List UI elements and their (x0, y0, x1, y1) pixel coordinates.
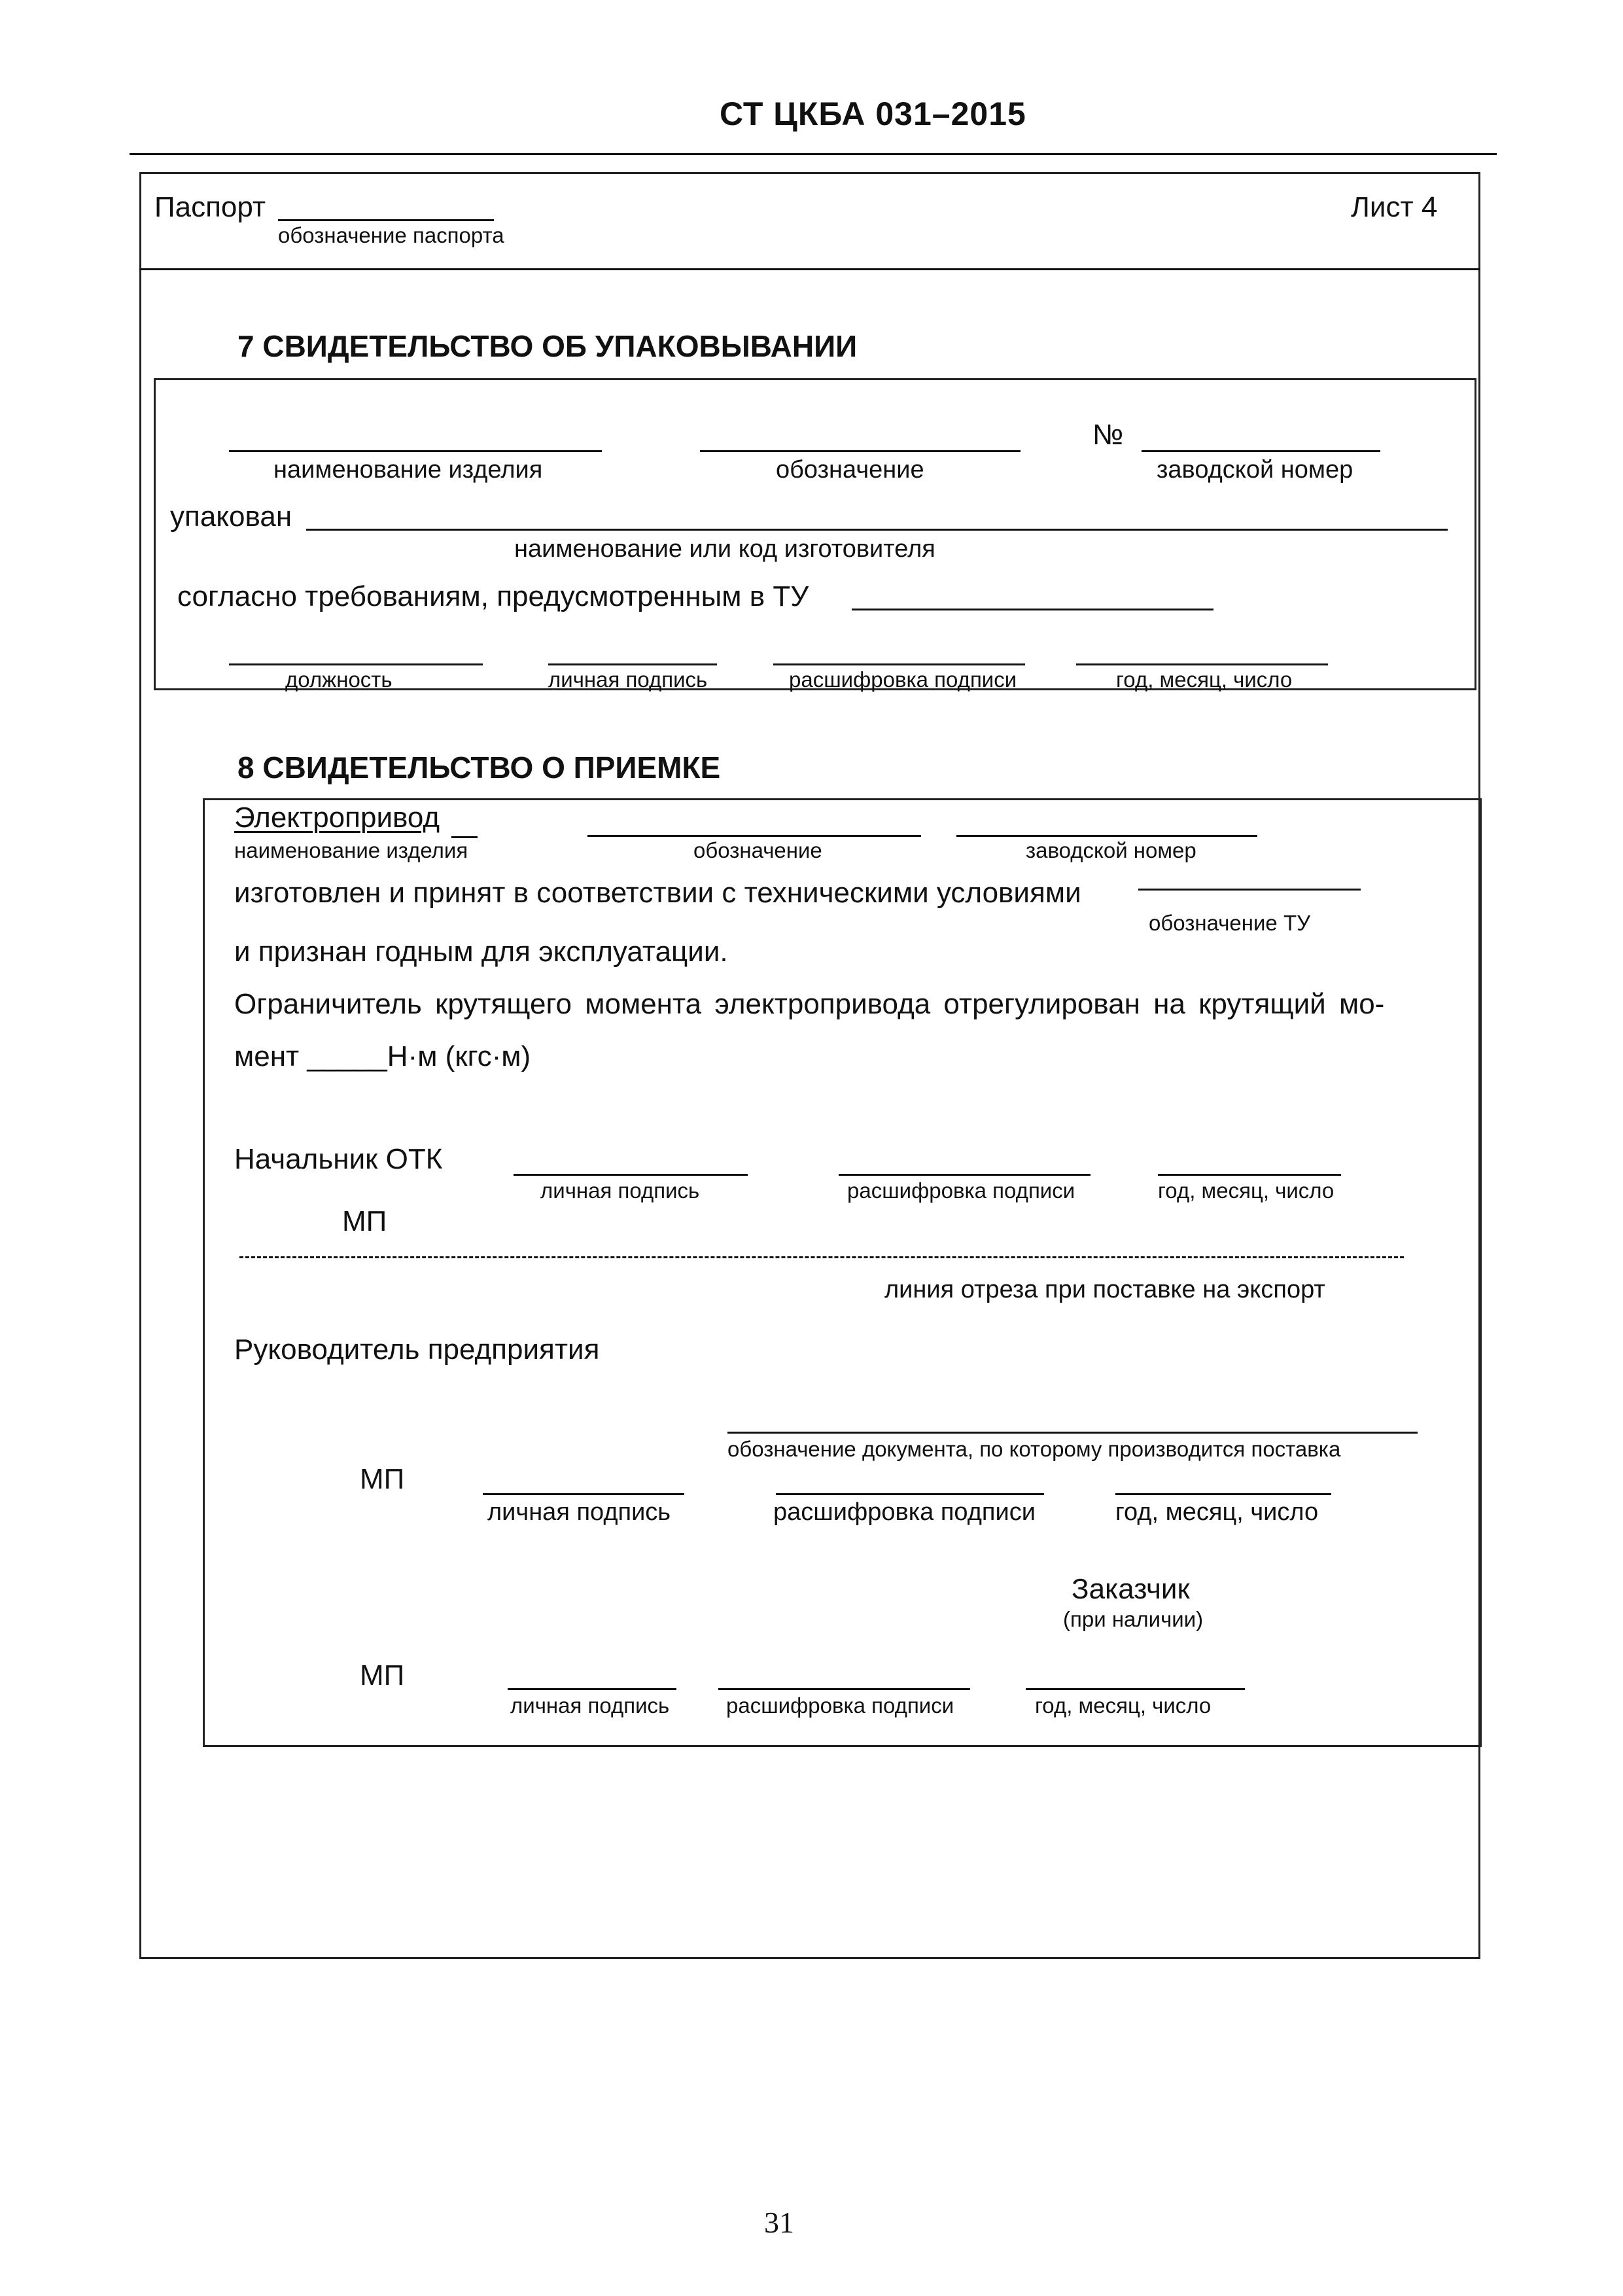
s8-cust-date-caption: год, месяц, число (1035, 1693, 1212, 1718)
s7-decoding-line[interactable] (773, 663, 1025, 665)
s8-dir-signature-line[interactable] (483, 1493, 684, 1495)
s8-document-caption: обозначение документа, по которому производится поставка (727, 1437, 1341, 1461)
s8-dir-decoding-caption: расшифровка подписи (773, 1498, 1036, 1526)
s8-customer-label: Заказчик (1072, 1573, 1190, 1605)
s8-director-label: Руководитель предприятия (234, 1333, 600, 1366)
s7-decoding-caption: расшифровка подписи (789, 667, 1017, 692)
header-rule (130, 153, 1497, 155)
s8-cust-signature-caption: личная подпись (510, 1693, 670, 1718)
sheet-label: Лист 4 (1351, 191, 1438, 223)
s8-moment-unit: Н·м (кгс·м) (387, 1040, 531, 1072)
section7-title: 7 СВИДЕТЕЛЬСТВО ОБ УПАКОВЫВАНИИ (237, 329, 858, 363)
s8-cust-signature-line[interactable] (508, 1688, 676, 1690)
s8-otk-signature-line[interactable] (514, 1174, 748, 1176)
s8-cust-decoding-caption: расшифровка подписи (726, 1693, 954, 1718)
s8-moment-line (234, 1040, 531, 1073)
section8-title: 8 СВИДЕТЕЛЬСТВО О ПРИЕМКЕ (237, 751, 721, 785)
s8-serial-caption: заводской номер (1026, 838, 1196, 862)
s8-product-caption: наименование изделия (234, 838, 468, 862)
s8-cust-decoding-line[interactable] (718, 1688, 970, 1690)
s7-position-caption: должность (285, 667, 393, 692)
s8-dir-decoding-line[interactable] (776, 1493, 1044, 1495)
s8-manufactured-text: изготовлен и принят в соответствии с техническими условиями (234, 877, 1081, 909)
s8-cut-line (239, 1256, 1404, 1258)
s8-otk-date-line[interactable] (1158, 1174, 1341, 1176)
s7-date-line[interactable] (1076, 663, 1328, 665)
passport-row-divider (139, 268, 1480, 270)
s7-date-caption: год, месяц, число (1116, 667, 1293, 692)
s8-otk-date-caption: год, месяц, число (1158, 1178, 1335, 1203)
section7-box (154, 378, 1476, 690)
s8-otk-decoding-caption: расшифровка подписи (847, 1178, 1075, 1203)
s8-moment-blank[interactable]: _____ (307, 1040, 387, 1072)
s8-dir-date-line[interactable] (1115, 1493, 1331, 1495)
s8-serial-line[interactable] (956, 835, 1257, 837)
s7-number-sign: № (1092, 419, 1124, 451)
s7-requirements-text: согласно требованиям, предусмотренным в ТУ (177, 580, 809, 612)
s8-stamp-2: МП (360, 1463, 405, 1495)
document-code: СТ ЦКБА 031–2015 (720, 96, 1026, 132)
s8-stamp-1: МП (342, 1205, 387, 1237)
s8-cut-line-caption: линия отреза при поставке на экспорт (884, 1276, 1325, 1303)
s7-signature-caption: личная подпись (548, 667, 708, 692)
s8-otk-decoding-line[interactable] (839, 1174, 1091, 1176)
s8-designation-caption: обозначение (693, 838, 822, 862)
s8-document-line[interactable] (727, 1432, 1418, 1434)
s7-product-caption: наименование изделия (273, 456, 543, 484)
s8-customer-note: (при наличии) (1063, 1607, 1204, 1631)
s7-designation-caption: обозначение (776, 456, 924, 484)
passport-caption: обозначение паспорта (278, 223, 504, 247)
s8-otk-label: Начальник ОТК (234, 1143, 443, 1175)
s8-moment-prefix: мент (234, 1040, 300, 1072)
s7-tu-line[interactable] (852, 609, 1213, 610)
s8-dir-signature-caption: личная подпись (487, 1498, 671, 1526)
s8-designation-line[interactable] (587, 835, 921, 837)
s7-product-line[interactable] (229, 450, 602, 452)
passport-label: Паспорт (154, 191, 266, 223)
passport-line[interactable] (278, 219, 494, 221)
s7-manufacturer-caption: наименование или код изготовителя (514, 535, 935, 563)
s8-tu-line[interactable] (1138, 889, 1361, 891)
s8-otk-signature-caption: личная подпись (540, 1178, 700, 1203)
s8-fit-text: и признан годным для эксплуатации. (234, 936, 728, 968)
s7-serial-line[interactable] (1142, 450, 1380, 452)
page-number: 31 (764, 2206, 794, 2239)
s7-designation-line[interactable] (700, 450, 1021, 452)
s7-packed-label: упакован (170, 501, 292, 533)
s8-stamp-3: МП (360, 1659, 405, 1691)
s7-signature-line[interactable] (548, 663, 717, 665)
s8-limiter-text: Ограничитель крутящего момента электропривода отрегулирован на крутящий мо- (234, 988, 1385, 1020)
s8-product-name: Электропривод (234, 802, 440, 834)
s7-serial-caption: заводской номер (1157, 456, 1353, 484)
s8-cust-date-line[interactable] (1026, 1688, 1245, 1690)
s7-manufacturer-line[interactable] (306, 529, 1448, 531)
s8-dir-date-caption: год, месяц, число (1115, 1498, 1319, 1526)
s8-tu-caption: обозначение ТУ (1149, 911, 1311, 935)
s7-position-line[interactable] (229, 663, 483, 665)
